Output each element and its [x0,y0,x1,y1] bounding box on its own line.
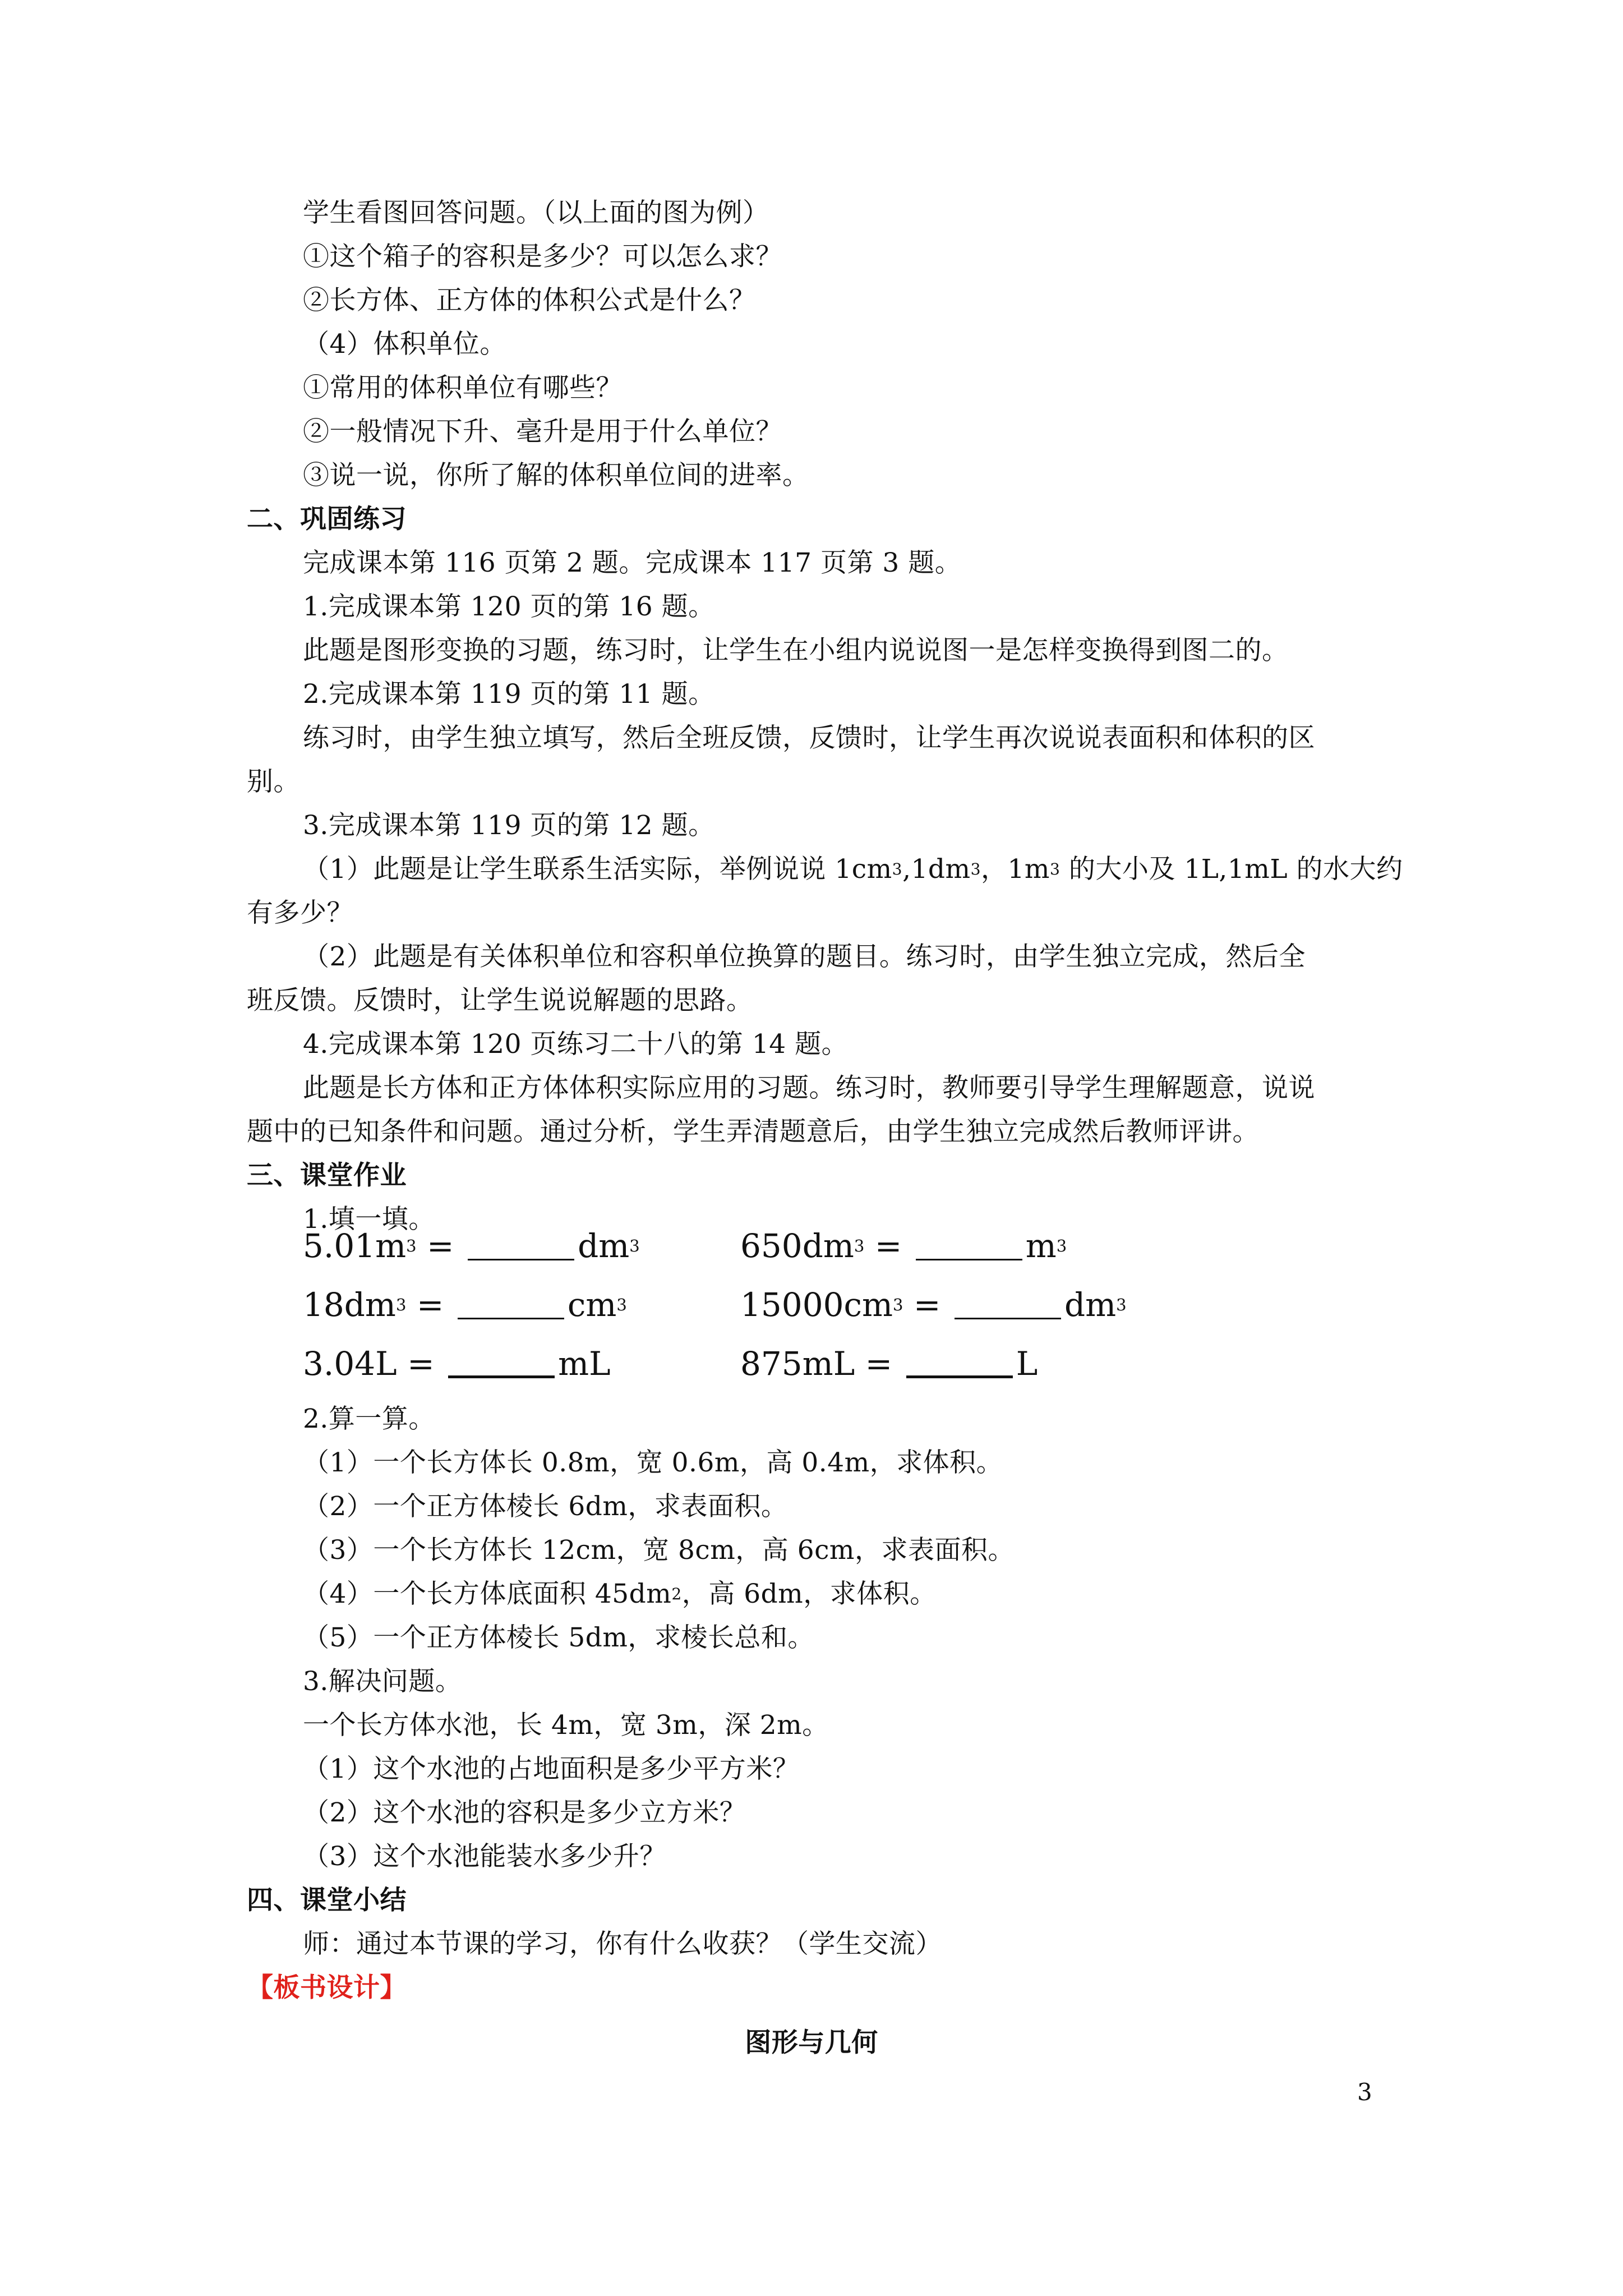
paragraph-line: 别。 [247,766,300,797]
problem-line: 一个长方体水池，长 4m，宽 3m，深 2m。 [303,1710,829,1741]
paragraph-line: （2）此题是有关体积单位和容积单位换算的题目。练习时，由学生独立完成，然后全 [303,941,1306,972]
answer-blank[interactable] [955,1315,1061,1319]
problem-line: （2）这个水池的容积是多少立方米？ [303,1797,746,1828]
section-heading-4: 四、课堂小结 [247,1885,407,1916]
exercise-line: 3.解决问题。 [303,1666,462,1697]
fill-in-item: $5.01m^3 = dm^3$ [303,1227,640,1265]
answer-blank[interactable] [916,1257,1022,1260]
problem-line: （3）这个水池能装水多少升？ [303,1841,666,1872]
paragraph-line: （1）此题是让学生联系生活实际，举例说说 $1cm^3,1dm^3$，$1m^3$ 的大小及 1L,1mL 的水大约 [303,854,1403,885]
answer-blank[interactable] [448,1373,555,1378]
board-design-heading: 【板书设计】 [247,1972,407,2003]
exercise-line: 1.填一填。 [303,1204,435,1235]
answer-blank[interactable] [906,1373,1013,1378]
exercise-line: 2.完成课本第 119 页的第 11 题。 [303,679,715,710]
answer-blank[interactable] [468,1257,574,1260]
exercise-line: 4.完成课本第 120 页练习二十八的第 14 题。 [303,1029,849,1060]
fill-in-item: $15000cm^3 = dm^3$ [740,1286,1127,1324]
question-line: ②长方体、正方体的体积公式是什么？ [303,285,756,316]
paragraph-line: 班反馈。反馈时，让学生说说解题的思路。 [247,985,753,1016]
paragraph-line: 此题是图形变换的习题，练习时，让学生在小组内说说图一是怎样变换得到图二的。 [303,635,1289,666]
fill-in-item: 875mL = L [740,1345,1038,1383]
answer-blank[interactable] [458,1315,564,1319]
paragraph-line: 学生看图回答问题。（以上面的图为例） [303,197,769,228]
problem-line: （1）一个长方体长 0.8m，宽 0.6m，高 0.4m，求体积。 [303,1447,1003,1478]
board-title: 图形与几何 [745,2027,878,2058]
paragraph-line: 师：通过本节课的学习，你有什么收获？（学生交流） [303,1929,942,1959]
paragraph-line: 此题是长方体和正方体体积实际应用的习题。练习时，教师要引导学生理解题意，说说 [303,1073,1315,1103]
problem-line: （5）一个正方体棱长 5dm，求棱长总和。 [303,1622,814,1653]
subsection-line: （4）体积单位。 [303,329,506,360]
paragraph-line: 练习时，由学生独立填写，然后全班反馈，反馈时，让学生再次说说表面积和体积的区 [303,723,1315,753]
question-line: ①这个箱子的容积是多少？可以怎么求？ [303,241,782,272]
question-line: ①常用的体积单位有哪些？ [303,372,623,403]
paragraph-line: 完成课本第 116 页第 2 题。完成课本 117 页第 3 题。 [303,547,962,578]
problem-line: （3）一个长方体长 12cm，宽 8cm，高 6cm，求表面积。 [303,1535,1015,1566]
fill-in-item: $650dm^3 = m^3$ [740,1227,1067,1265]
section-heading-2: 二、巩固练习 [247,504,407,535]
paragraph-line: 有多少？ [247,898,353,928]
fill-in-item: $18dm^3 = cm^3$ [303,1286,627,1324]
question-line: ②一般情况下升、毫升是用于什么单位？ [303,416,782,447]
paragraph-line: 题中的已知条件和问题。通过分析，学生弄清题意后，由学生独立完成然后教师评讲。 [247,1116,1259,1147]
exercise-line: 1.完成课本第 120 页的第 16 题。 [303,591,715,622]
question-line: ③说一说，你所了解的体积单位间的进率。 [303,460,809,491]
problem-line: （4）一个长方体底面积 $45dm^2$，高 6dm，求体积。 [303,1579,937,1609]
page-number: 3 [1357,2078,1372,2106]
problem-line: （2）一个正方体棱长 6dm，求表面积。 [303,1491,788,1522]
problem-line: （1）这个水池的占地面积是多少平方米？ [303,1754,800,1784]
fill-in-item: 3.04L = mL [303,1345,611,1383]
section-heading-3: 三、课堂作业 [247,1160,407,1191]
exercise-line: 3.完成课本第 119 页的第 12 题。 [303,810,715,841]
exercise-line: 2.算一算。 [303,1404,435,1434]
